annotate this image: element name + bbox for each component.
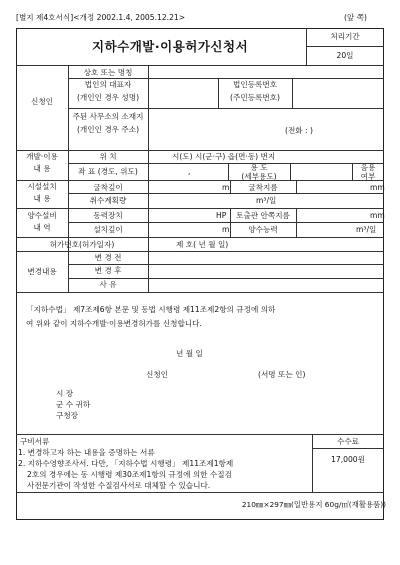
required-document-2-line-3: 사전문기관이 작성한 수질검사서로 대체할 수 있습니다. xyxy=(27,481,211,490)
drilling-depth-unit: m xyxy=(222,183,230,192)
divider xyxy=(68,222,384,223)
processing-period-label: 처리기간 xyxy=(330,32,360,41)
divider xyxy=(296,180,297,193)
pump-capacity-label: 양수능력 xyxy=(248,225,278,234)
office-address-label: 주된 사무소의 소재지 xyxy=(72,112,144,121)
usage-label: 용 도 xyxy=(250,163,268,172)
processing-period-value: 20일 xyxy=(336,51,354,60)
representative-label: 법인의 대표자 xyxy=(84,80,132,89)
location-value: 시(도) 시(군·구) 읍(면·동) 번지 xyxy=(172,152,276,161)
statement-line-1: 「지하수법」 제7조제6항 본문 및 동법 시행령 제11조제2항의 규정에 의하 xyxy=(26,305,276,314)
divider xyxy=(16,292,384,293)
divider xyxy=(68,278,384,279)
divider xyxy=(148,150,149,180)
divider xyxy=(68,163,384,164)
divider xyxy=(16,180,384,181)
divider xyxy=(16,237,384,238)
development-group-label: 개발·이용 xyxy=(26,152,58,161)
usage-sublabel: (세부용도) xyxy=(241,172,277,181)
install-depth-label: 설치깊이 xyxy=(93,225,123,234)
install-depth-unit: m xyxy=(222,225,230,234)
required-documents-title: 구비서류 xyxy=(20,437,50,446)
required-document-2-line-2: 2호의 경우에는 동 시행령 제30조제1항의 규정에 의한 수질검 xyxy=(27,470,232,479)
registration-number-label: 법인등록번호 xyxy=(232,80,277,89)
after-change-label: 변 경 후 xyxy=(94,266,122,275)
fee-label: 수수료 xyxy=(336,437,359,446)
pump-group-sublabel: 내 역 xyxy=(33,223,51,232)
page-side-label: (앞 쪽) xyxy=(344,13,368,22)
divider xyxy=(148,251,149,292)
facility-group-label: 시설설치 xyxy=(27,182,57,191)
divider xyxy=(16,492,384,493)
facility-group-sublabel: 내 용 xyxy=(33,194,51,203)
signature-placeholder: (서명 또는 인) xyxy=(258,370,306,379)
divider xyxy=(16,150,384,151)
addressee-mayor: 시 장 xyxy=(56,389,74,398)
applicant-group-label: 신청인 xyxy=(30,97,53,106)
drinking-sublabel: 여부 xyxy=(360,172,376,181)
divider xyxy=(16,434,384,435)
divider xyxy=(68,264,384,265)
coordinates-label: 좌 표 (경도, 위도) xyxy=(78,167,138,176)
divider xyxy=(68,78,384,79)
divider xyxy=(16,208,384,209)
statement-line-2: 여 위와 같이 지하수개발·이용변경허가를 신청합니다. xyxy=(26,319,202,328)
fee-value: 17,000원 xyxy=(331,455,365,464)
addressee-district: 구청장 xyxy=(56,411,79,420)
required-document-1: 1. 변경하고자 하는 내용을 증명하는 서류 xyxy=(18,448,155,457)
form-number: [별지 제4호서식]<개정 2002.1.4, 2005.12.21> xyxy=(16,13,186,22)
before-change-label: 변 경 전 xyxy=(94,253,122,262)
drilling-depth-label: 굴착깊이 xyxy=(93,183,123,192)
coordinates-separator: , xyxy=(188,167,191,176)
discharge-pipe-label: 토출관 안쪽지름 xyxy=(236,211,290,220)
drinking-label: 음용 xyxy=(360,163,376,172)
drilling-diameter-unit: mm xyxy=(370,183,385,192)
permit-number-label: 허가번호(허가일자) xyxy=(49,240,115,249)
pump-group-label: 양수설비 xyxy=(27,211,57,220)
business-name-label: 상호 또는 명칭 xyxy=(83,68,133,77)
divider xyxy=(16,65,384,66)
divider xyxy=(312,448,384,449)
divider xyxy=(292,78,293,108)
location-label: 위 치 xyxy=(99,152,117,161)
divider xyxy=(68,108,384,109)
drilling-diameter-label: 굴착지름 xyxy=(248,183,278,192)
addressee-county: 군 수 귀하 xyxy=(56,400,91,409)
divider xyxy=(306,46,384,47)
change-group-label: 변경내용 xyxy=(27,267,57,276)
power-unit-value: HP xyxy=(216,211,227,220)
divider xyxy=(148,180,149,258)
permit-number-value: 제 호( 년 월 일) xyxy=(176,240,229,249)
office-address-sublabel: (개인인 경우 주소) xyxy=(76,125,140,134)
applicant-sign-label: 신청인 xyxy=(146,370,169,379)
date-line: 년 월 일 xyxy=(176,349,203,358)
power-unit-label: 동력장치 xyxy=(93,211,123,220)
reason-label: 사 유 xyxy=(99,280,117,289)
representative-sublabel: (개인인 경우 성명) xyxy=(76,93,140,102)
required-document-2-line-1: 2. 지하수영향조사서. 다만, 「지하수법 시행령」 제11조제1항제 xyxy=(18,459,234,468)
divider xyxy=(68,193,384,194)
phone-field: (전화 : ) xyxy=(285,126,313,135)
registration-number-sublabel: (주민등록번호) xyxy=(230,93,280,102)
pump-capacity-unit: m³/일 xyxy=(356,225,377,234)
paper-spec: 210㎜×297㎜(일반용지 60g/㎡(재활용품)) xyxy=(241,500,386,509)
divider xyxy=(16,251,384,252)
form-title: 지하수개발·이용허가신청서 xyxy=(92,39,249,54)
development-group-sublabel: 내 용 xyxy=(33,164,51,173)
intake-plan-label: 취수계획량 xyxy=(89,196,127,205)
divider xyxy=(290,163,291,180)
intake-plan-unit: m³/일 xyxy=(256,196,277,205)
discharge-pipe-unit: mm xyxy=(370,211,385,220)
